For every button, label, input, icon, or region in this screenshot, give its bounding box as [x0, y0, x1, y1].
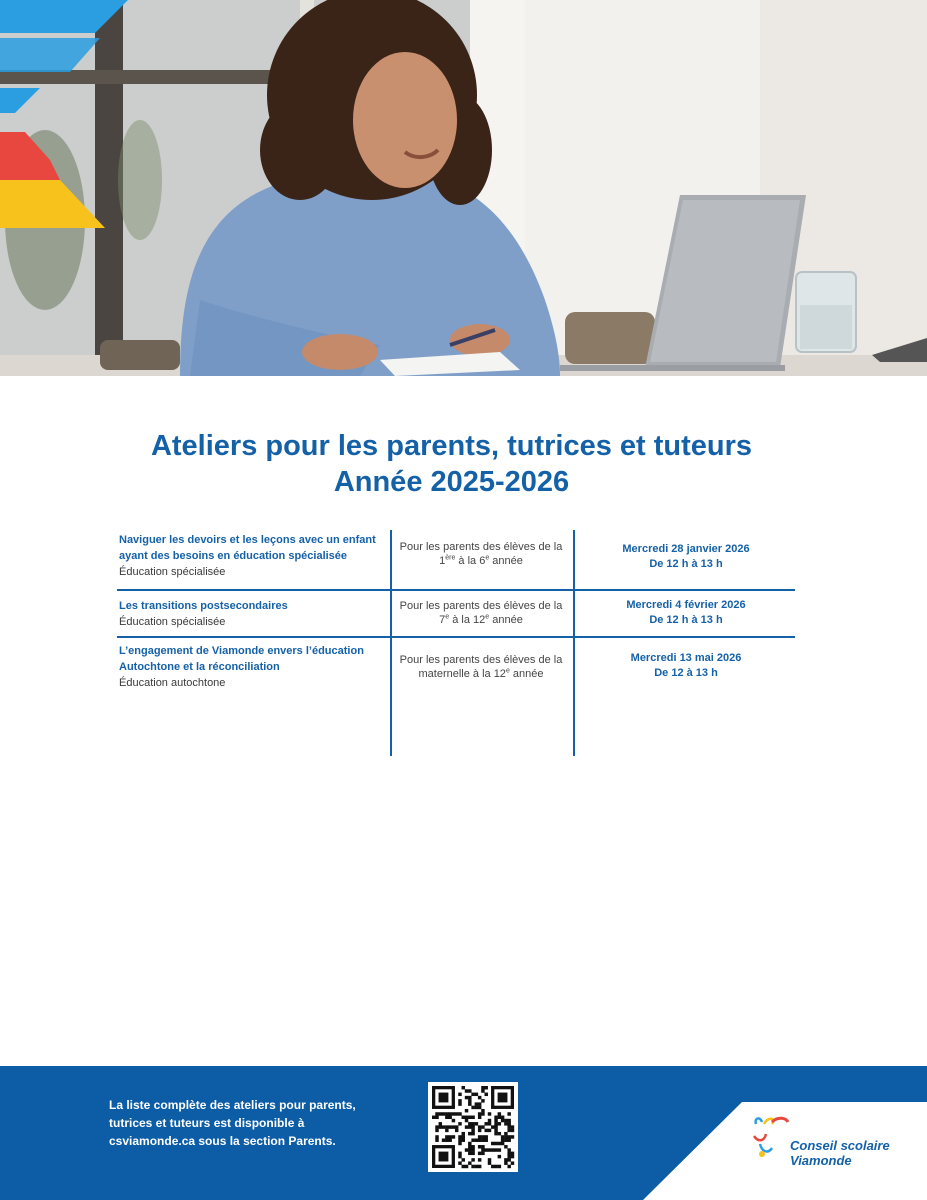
table-row-2-audience: Pour les parents des élèves de la 7e à la 12e année: [399, 600, 563, 626]
page-title-line-2: Année 2025-2026: [333, 466, 570, 498]
table-row-3-date: [579, 651, 793, 681]
table-row-1-date: [579, 542, 793, 572]
workshop-schedule-table: [117, 530, 795, 756]
viamonde-logo: [750, 1114, 920, 1174]
viamonde-logo-text: Conseil scolaire Viamonde: [790, 1138, 890, 1168]
table-row-1-workshop: [119, 532, 389, 580]
workshop-title: Les transitions postsecondaires: [119, 600, 288, 612]
column-divider: [390, 530, 392, 756]
table-row-1-audience: Pour les parents des élèves de la 1ère à la 6e année: [399, 541, 563, 567]
column-divider: [573, 530, 575, 756]
table-row-3-audience: Pour les parents des élèves de la maternelle à la 12e année: [399, 654, 563, 680]
footer-banner: [0, 1066, 927, 1200]
table-row-2-date: [579, 598, 793, 628]
workshop-category: Éducation autochtone: [119, 677, 226, 689]
workshop-category: Éducation spécialisée: [119, 566, 226, 578]
workshop-title: L’engagement de Viamonde envers l’éducation Autochtone et la réconciliation: [119, 645, 364, 673]
hero-photo: [0, 0, 927, 376]
workshop-title: Naviguer les devoirs et les leçons avec un enfant ayant des besoins en éducation spécialisée: [119, 534, 376, 562]
workshop-time: De 12 h à 13 h: [649, 558, 723, 570]
workshop-date: Mercredi 4 février 2026: [626, 599, 746, 611]
workshop-time: De 12 à 13 h: [654, 667, 718, 679]
row-divider: [117, 589, 795, 591]
viamonde-logo-icon: [750, 1114, 790, 1158]
page-title-line-1: Ateliers pour les parents, tutrices et tuteurs: [150, 430, 753, 462]
workshop-category: Éducation spécialisée: [119, 616, 226, 628]
workshop-date: Mercredi 13 mai 2026: [630, 652, 742, 664]
footer-info-text: La liste complète des ateliers pour parents, tutrices et tuteurs est disponible à csviamonde.ca sous la section Parents.: [109, 1098, 356, 1148]
workshop-time: De 12 h à 13 h: [649, 614, 723, 626]
page-title: [0, 428, 903, 500]
row-divider: [117, 636, 795, 638]
hero-photo-illustration: [0, 0, 927, 376]
table-row-2-workshop: [119, 598, 389, 630]
workshop-date: Mercredi 28 janvier 2026: [622, 543, 750, 555]
table-row-3-workshop: [119, 643, 389, 691]
